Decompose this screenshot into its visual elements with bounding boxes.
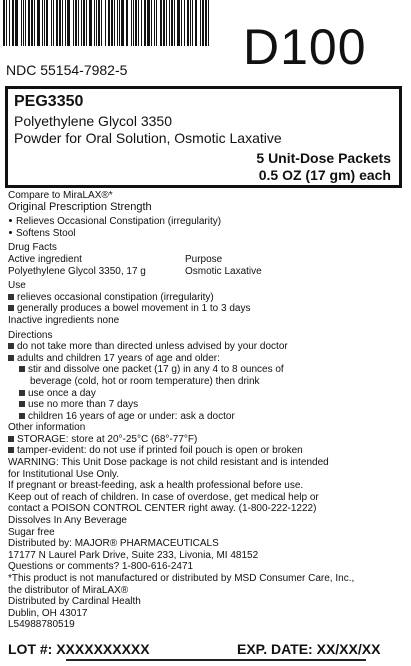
bullet-icon: [9, 231, 12, 234]
directions-line: adults and children 17 years of age and older:: [8, 353, 404, 365]
sugar-free-line: Sugar free: [8, 526, 55, 538]
product-code: D100: [243, 19, 367, 75]
bullet-icon: [9, 219, 12, 222]
keep-out-line: Keep out of reach of children. In case of overdose, get medical help or: [8, 491, 319, 503]
product-form: Powder for Oral Solution, Osmotic Laxative: [14, 130, 282, 146]
use-heading: Use: [8, 280, 26, 292]
drug-facts-labels: [8, 254, 404, 266]
label-body: [8, 190, 404, 631]
bullet-icon: [8, 294, 14, 300]
claim-item: Relieves Occasional Constipation (irregularity): [8, 216, 404, 228]
pregnancy-line: If pregnant or breast-feeding, ask a health professional before use.: [8, 480, 304, 492]
bullet-icon: [8, 447, 14, 453]
purpose-label: Purpose: [185, 253, 223, 265]
directions-line: do not take more than directed unless advised by your doctor: [8, 341, 404, 353]
use-item: relieves occasional constipation (irregularity): [8, 292, 404, 304]
drug-facts-heading: Drug Facts: [8, 242, 57, 254]
bullet-icon: [19, 401, 25, 407]
bullet-icon: [19, 413, 25, 419]
distributor-line: Dublin, OH 43017: [8, 607, 88, 619]
directions-heading: Directions: [8, 329, 53, 341]
directions-line: use once a day: [8, 388, 404, 400]
product-title-box: [5, 86, 402, 188]
generic-name: Polyethylene Glycol 3350: [14, 113, 172, 129]
directions-line: stir and dissolve one packet (17 g) in any 4 to 8 ounces of: [8, 364, 404, 376]
directions-line: children 16 years of age or under: ask a doctor: [8, 411, 404, 423]
distributor-line: Distributed by Cardinal Health: [8, 596, 141, 608]
distributor-line: *This product is not manufactured or distributed by MSD Consumer Care, Inc.,: [8, 573, 355, 584]
bullet-icon: [19, 390, 25, 396]
bottom-rule: [66, 659, 366, 666]
distributor-line: 17177 N Laurel Park Drive, Suite 233, Livonia, MI 48152: [8, 549, 259, 561]
warning-line: WARNING: This Unit Dose package is not child resistant and is intended: [8, 457, 329, 469]
drug-facts-values: [8, 266, 404, 278]
warning-line: for Institutional Use Only.: [8, 468, 119, 480]
other-info-heading: Other information: [8, 422, 86, 434]
keep-out-line: contact a POISON CONTROL CENTER right away. (1-800-222-1222): [8, 503, 317, 515]
use-item: generally produces a bowel movement in 1 to 3 days: [8, 303, 404, 315]
storage-line: STORAGE: store at 20°-25°C (68°-77°F): [8, 434, 404, 446]
lot-number: LOT #: XXXXXXXXXX: [8, 641, 150, 657]
expiration-date: EXP. DATE: XX/XX/XX: [237, 641, 381, 657]
distributor-line: the distributor of MiraLAX®: [8, 584, 129, 596]
distributor-line: L54988780519: [8, 619, 75, 631]
bullet-icon: [8, 355, 14, 361]
distributor-line: Distributed by: MAJOR® PHARMACEUTICALS: [8, 538, 219, 550]
directions-line: beverage (cold, hot or room temperature) then drink: [30, 375, 260, 387]
packet-count: 5 Unit-Dose Packets: [256, 150, 391, 166]
active-ingredient-value: Polyethylene Glycol 3350, 17 g: [8, 265, 146, 277]
inactive-ingredients: Inactive ingredients none: [8, 314, 120, 326]
active-ingredient-label: Active ingredient: [8, 253, 82, 265]
distributor-line: Questions or comments? 1-800-616-2471: [8, 561, 194, 573]
tamper-line: tamper-evident: do not use if printed foil pouch is open or broken: [8, 445, 404, 457]
product-name: PEG3350: [14, 93, 84, 110]
bullet-icon: [8, 305, 14, 311]
ndc-number: NDC 55154-7982-5: [6, 62, 128, 78]
dissolves-line: Dissolves In Any Beverage: [8, 515, 127, 527]
barcode-image: [3, 0, 213, 46]
strength-text: Original Prescription Strength: [8, 200, 152, 213]
bullet-icon: [8, 343, 14, 349]
compare-text: Compare to MiraLAX®*: [8, 190, 113, 201]
purpose-value: Osmotic Laxative: [185, 265, 262, 277]
bullet-icon: [19, 366, 25, 372]
packet-size: 0.5 OZ (17 gm) each: [258, 167, 391, 183]
directions-line: use no more than 7 days: [8, 399, 404, 411]
bullet-icon: [8, 436, 14, 442]
claim-item: Softens Stool: [8, 228, 404, 240]
